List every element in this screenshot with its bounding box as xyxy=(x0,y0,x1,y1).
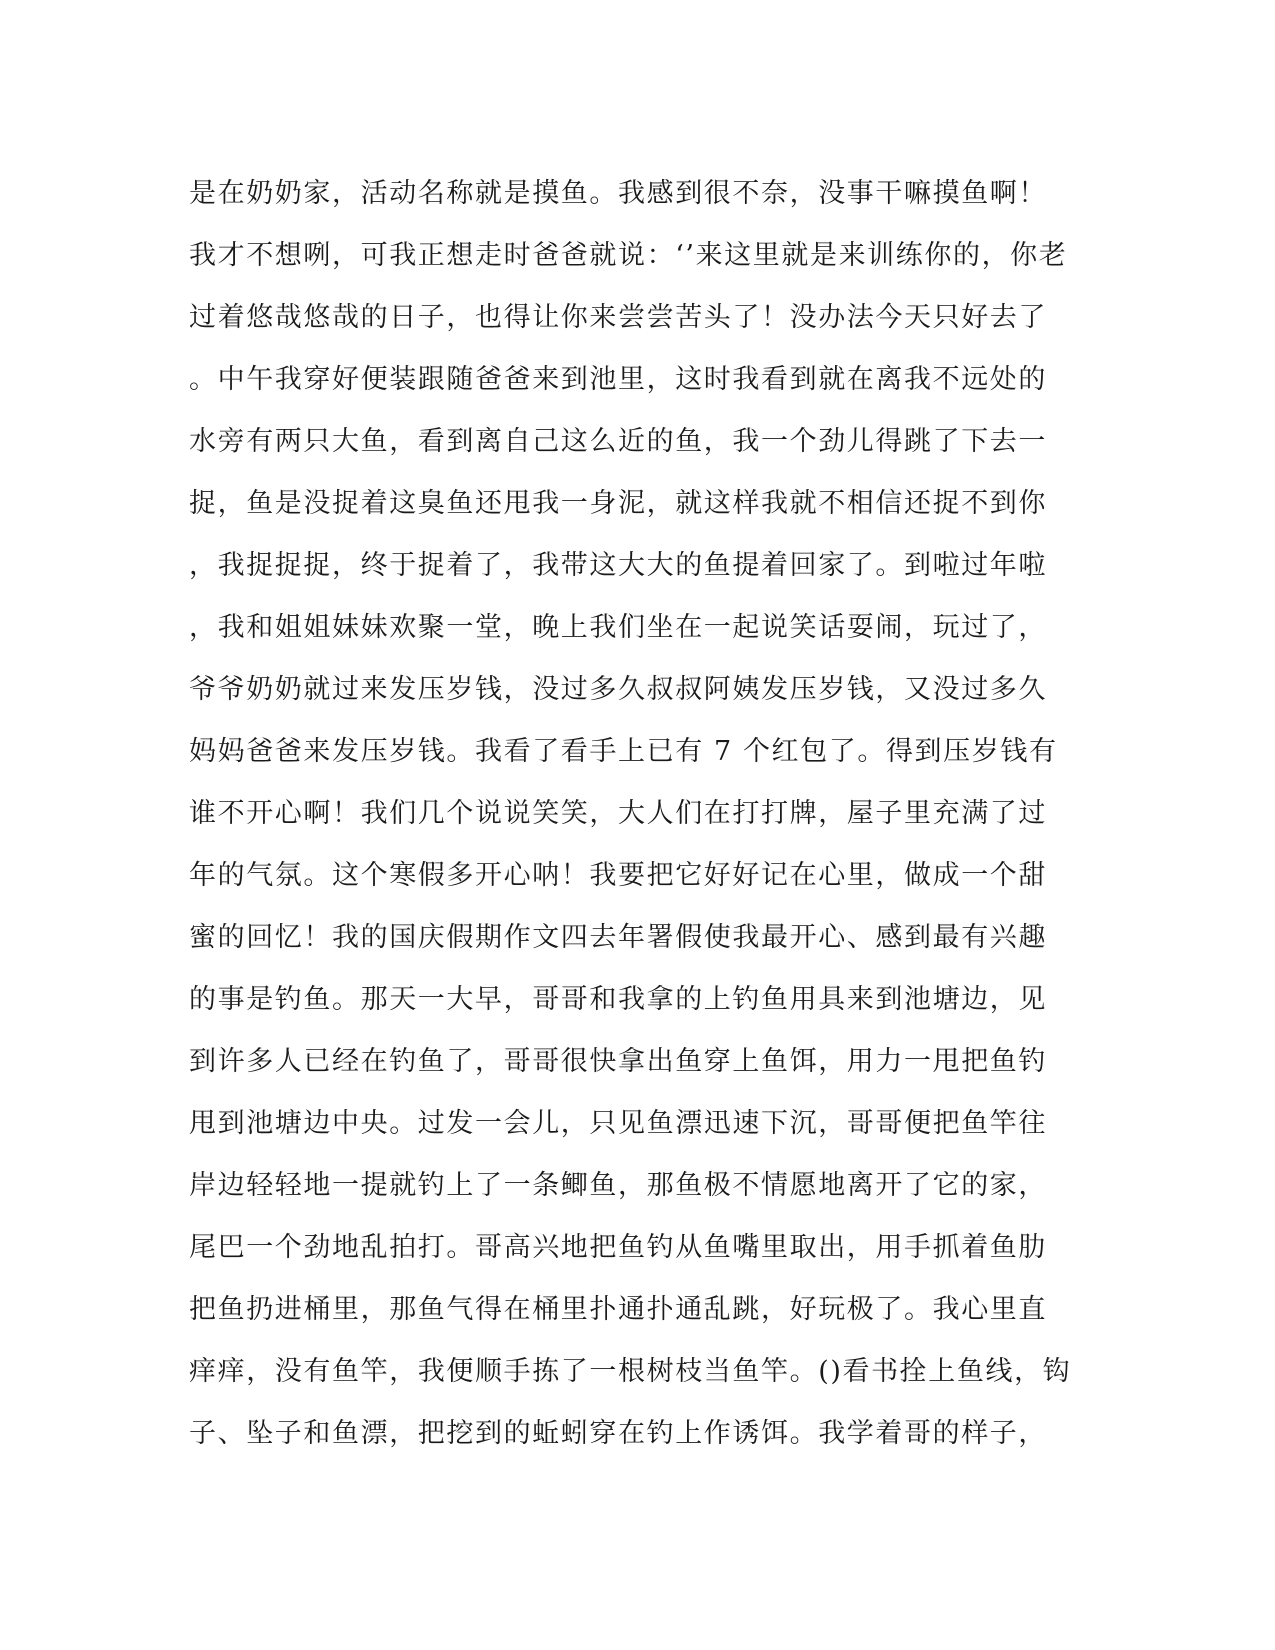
text-line: 过着悠哉悠哉的日子，也得让你来尝尝苦头了！没办法今天只好去了 xyxy=(189,302,1047,333)
text-line: 岸边轻轻地一提就钓上了一条鲫鱼，那鱼极不情愿地离开了它的家， xyxy=(189,1170,1047,1201)
text-line: 的事是钓鱼。那天一大早，哥哥和我拿的上钓鱼用具来到池塘边，见 xyxy=(189,984,1047,1015)
text-line: 尾巴一个劲地乱拍打。哥高兴地把鱼钓从鱼嘴里取出，用手抓着鱼肋 xyxy=(189,1232,1047,1263)
text-line: 年的气氛。这个寒假多开心呐！我要把它好好记在心里，做成一个甜 xyxy=(189,860,1047,891)
text-line: 到许多人已经在钓鱼了，哥哥很快拿出鱼穿上鱼饵，用力一甩把鱼钓 xyxy=(189,1046,1047,1077)
text-line: 我才不想咧，可我正想走时爸爸就说：‘’来这里就是来训练你的，你老 xyxy=(189,240,1068,271)
text-line: 。中午我穿好便装跟随爸爸来到池里，这时我看到就在离我不远处的 xyxy=(189,364,1047,395)
text-line: 甩到池塘边中央。过发一会儿，只见鱼漂迅速下沉，哥哥便把鱼竿往 xyxy=(189,1108,1047,1139)
text-line: 捉，鱼是没捉着这臭鱼还甩我一身泥，就这样我就不相信还捉不到你 xyxy=(189,488,1047,519)
text-line: 爷爷奶奶就过来发压岁钱，没过多久叔叔阿姨发压岁钱，又没过多久 xyxy=(189,674,1047,705)
text-line: 妈妈爸爸来发压岁钱。我看了看手上已有 7 个红包了。得到压岁钱有 xyxy=(189,736,1058,767)
text-line: 谁不开心啊！我们几个说说笑笑，大人们在打打牌，屋子里充满了过 xyxy=(189,798,1047,829)
text-line: 蜜的回忆！我的国庆假期作文四去年署假使我最开心、感到最有兴趣 xyxy=(189,922,1047,953)
text-line: 是在奶奶家，活动名称就是摸鱼。我感到很不奈，没事干嘛摸鱼啊！ xyxy=(189,178,1047,209)
body-text xyxy=(189,163,1089,1465)
text-line: ，我捉捉捉，终于捉着了，我带这大大的鱼提着回家了。到啦过年啦 xyxy=(189,550,1047,581)
text-line: 痒痒，没有鱼竿，我便顺手拣了一根树枝当鱼竿。()看书拴上鱼线，钩 xyxy=(189,1356,1072,1387)
text-line: ，我和姐姐妹妹欢聚一堂，晚上我们坐在一起说笑话耍闹，玩过了， xyxy=(189,612,1047,643)
text-line: 子、坠子和鱼漂，把挖到的蚯蚓穿在钓上作诱饵。我学着哥的样子， xyxy=(189,1418,1047,1449)
text-line: 水旁有两只大鱼，看到离自己这么近的鱼，我一个劲儿得跳了下去一 xyxy=(189,426,1047,457)
text-line: 把鱼扔进桶里，那鱼气得在桶里扑通扑通乱跳，好玩极了。我心里直 xyxy=(189,1294,1047,1325)
